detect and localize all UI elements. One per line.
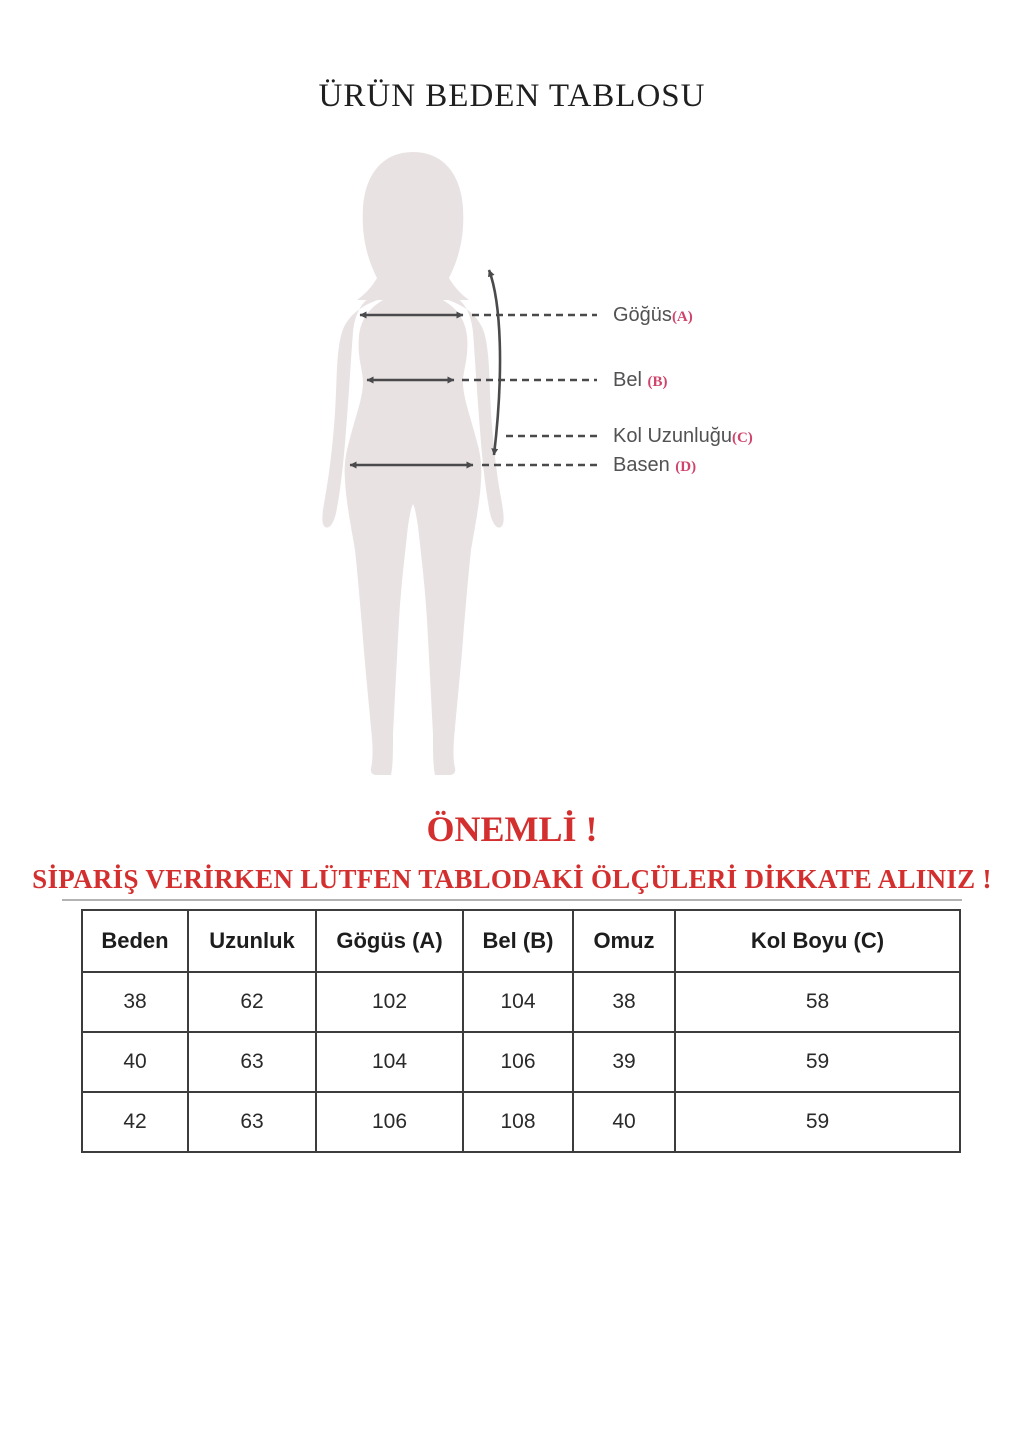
table-cell: 63	[188, 1092, 316, 1152]
header-uzunluk: Uzunluk	[188, 910, 316, 972]
page-title: ÜRÜN BEDEN TABLOSU	[318, 78, 706, 114]
table-cell: 108	[463, 1092, 573, 1152]
arm-length-label-text: Kol Uzunluğu	[613, 425, 732, 447]
table-cell: 62	[188, 972, 316, 1032]
table-cell: 42	[82, 1092, 188, 1152]
table-cell: 40	[573, 1092, 675, 1152]
table-top-rule	[62, 899, 962, 901]
silhouette-head	[357, 152, 469, 300]
table-cell: 59	[675, 1092, 960, 1152]
header-beden: Beden	[82, 910, 188, 972]
notice-heading: ÖNEMLİ !	[426, 809, 598, 849]
header-bel: Bel (B)	[463, 910, 573, 972]
table-cell: 102	[316, 972, 463, 1032]
notice-warning: SİPARİŞ VERİRKEN LÜTFEN TABLODAKİ ÖLÇÜLERİ DİKKATE ALINIZ !	[32, 864, 992, 894]
size-table	[81, 909, 961, 1153]
table-cell: 38	[82, 972, 188, 1032]
table-cell: 106	[316, 1092, 463, 1152]
table-cell: 106	[463, 1032, 573, 1092]
table-row	[82, 972, 960, 1032]
chest-label-text: Göğüs	[613, 304, 672, 326]
waist-label-letter: (B)	[647, 374, 668, 390]
header-gogus: Gögüs (A)	[316, 910, 463, 972]
arm-length-label-letter: (C)	[731, 430, 753, 446]
size-table-header-row	[82, 910, 960, 972]
body-silhouette-image	[313, 146, 513, 778]
chest-label	[613, 303, 693, 329]
table-cell: 63	[188, 1032, 316, 1092]
table-row	[82, 1092, 960, 1152]
hip-label-text: Basen	[613, 454, 676, 476]
table-cell: 59	[675, 1032, 960, 1092]
table-cell: 58	[675, 972, 960, 1032]
table-cell: 40	[82, 1032, 188, 1092]
table-row	[82, 1032, 960, 1092]
table-cell: 104	[463, 972, 573, 1032]
arm-length-label	[613, 424, 753, 450]
table-cell: 39	[573, 1032, 675, 1092]
silhouette-torso-legs	[345, 292, 482, 776]
chest-label-letter: (A)	[671, 309, 693, 325]
header-omuz: Omuz	[573, 910, 675, 972]
hip-label	[613, 453, 696, 479]
table-cell: 104	[316, 1032, 463, 1092]
hip-label-letter: (D)	[675, 459, 697, 475]
header-kol-boyu: Kol Boyu (C)	[675, 910, 960, 972]
waist-label-text: Bel	[613, 369, 648, 391]
table-cell: 38	[573, 972, 675, 1032]
waist-label	[613, 368, 667, 394]
